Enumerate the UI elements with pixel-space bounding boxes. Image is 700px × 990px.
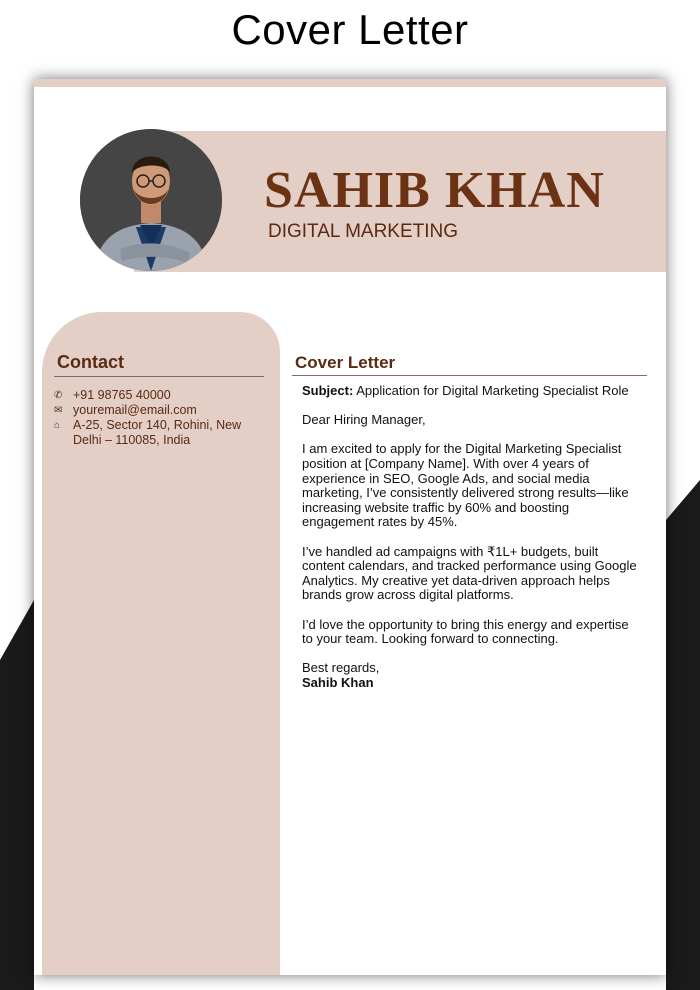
person-portrait-icon (80, 129, 222, 271)
contact-email (54, 403, 269, 418)
phone-icon: ✆ (54, 390, 63, 401)
resume-sheet (34, 79, 666, 975)
address-text: A-25, Sector 140, Rohini, New Delhi – 110085, India (73, 418, 242, 447)
profile-photo (80, 129, 222, 271)
letter-paragraph: I’d love the opportunity to bring this energy and expertise to your team. Looking forward to connecting. (302, 616, 629, 647)
letter-heading: Cover Letter (295, 353, 396, 372)
page-title: Cover Letter (231, 6, 469, 53)
letter-paragraph: I’ve handled ad campaigns with ₹1L+ budgets, built content calendars, and tracked performance using Google Analytics. My creative yet data-driven approach helps brands grow across digital platforms. (302, 543, 637, 603)
phone-text: +91 98765 40000 (73, 388, 171, 402)
candidate-role: DIGITAL MARKETING (268, 221, 459, 242)
letter-divider (292, 375, 647, 376)
letter-subject (302, 384, 637, 399)
top-strip (34, 79, 666, 87)
contact-phone (54, 388, 269, 403)
signature-name: Sahib Khan (302, 674, 374, 690)
subject-text: Application for Digital Marketing Specialist Role (353, 383, 629, 398)
letter-body (302, 384, 637, 690)
letter-closing: Best regards, (302, 660, 380, 676)
contact-divider (54, 376, 264, 377)
home-icon: ⌂ (54, 420, 61, 431)
subject-label: Subject: (302, 383, 354, 398)
letter-signature (302, 676, 637, 691)
candidate-name: SAHIB KHAN (264, 162, 605, 219)
email-text: youremail@email.com (73, 403, 197, 417)
letter-paragraph: I am excited to apply for the Digital Marketing Specialist position at [Company Name]. With over 4 years of experience in SEO, Google Ads, and social media marketing, I’ve consistently delivered strong results—like increasing website traffic by 60% and boosting engagement rates by 45%. (302, 441, 629, 530)
contact-address (54, 418, 269, 448)
contact-list (54, 388, 269, 448)
contact-heading: Contact (57, 352, 124, 372)
envelope-icon: ✉ (54, 405, 63, 416)
letter-greeting: Dear Hiring Manager, (302, 412, 426, 428)
